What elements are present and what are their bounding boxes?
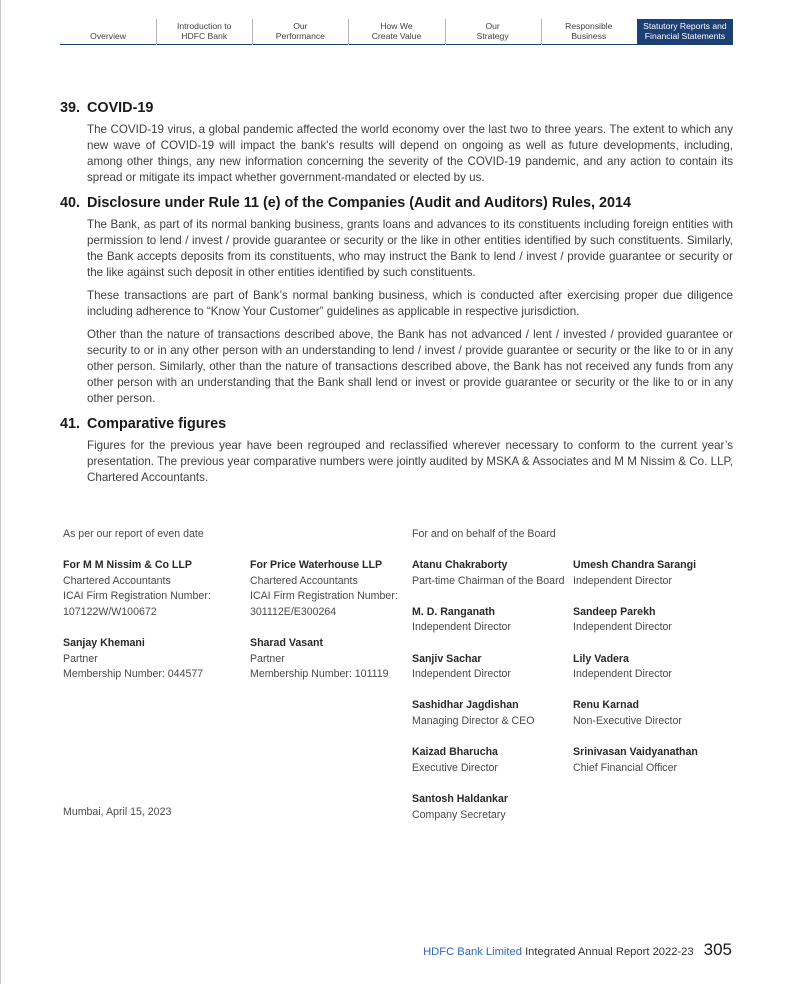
- paragraph: Other than the nature of transactions described above, the Bank has not advanced / lent / invested / provided guarantee or security to or in any other person with an understanding to lend / invest / provide guarantee or security or the like to or in any other person. Similarly, other than the nature of transactions described above, the Bank has not received any funds from any other person with an understanding that the Bank shall lend or invest or provide guarantee or security or the like to or in any other person.: [87, 328, 733, 405]
- membership-number: Membership Number: 044577: [63, 668, 204, 681]
- section-41: [60, 414, 733, 486]
- board-member: [573, 558, 733, 589]
- board-member: [412, 698, 577, 729]
- section-heading: [60, 414, 733, 434]
- auditor-2-column: [250, 558, 415, 698]
- registration-number: 301112E/E300264: [250, 605, 337, 618]
- board-member-title: Independent Director: [412, 621, 511, 634]
- partner-name: Sharad Vasant: [250, 636, 324, 649]
- board-member-title: Company Secretary: [412, 808, 506, 821]
- board-member-title: Executive Director: [412, 761, 498, 774]
- place-and-date: Mumbai, April 15, 2023: [63, 806, 172, 818]
- section-heading: [60, 98, 733, 118]
- board-member: [573, 698, 733, 729]
- paragraph: Figures for the previous year have been regrouped and reclassified wherever necessary to conform to the current year’s presentation. The previous year comparative numbers were jointly audited by MSKA & Associates and M M Nissim & Co. LLP, Chartered Accountants.: [87, 439, 733, 484]
- paragraph: These transactions are part of Bank’s normal banking business, which is conducted after exercising proper due diligence including adherence to “Know Your Customer” guidelines as applicable in respective jurisdiction.: [87, 289, 733, 318]
- auditor-intro: As per our report of even date: [63, 528, 204, 540]
- board-member-name: Srinivasan Vaidyanathan: [573, 746, 698, 759]
- section-40: [60, 193, 733, 407]
- tab-introduction[interactable]: Introduction to HDFC Bank: [156, 19, 252, 45]
- board-member-name: Sandeep Parekh: [573, 605, 656, 618]
- board-member-title: Independent Director: [412, 668, 511, 681]
- tab-our-performance[interactable]: Our Performance: [252, 19, 348, 45]
- section-number: 39.: [60, 100, 81, 116]
- board-member-title: Independent Director: [573, 621, 672, 634]
- section-39: [60, 98, 733, 186]
- registration-label: ICAI Firm Registration Number:: [63, 590, 211, 603]
- page-number: 305: [703, 940, 732, 959]
- section-title: COVID-19: [87, 100, 154, 116]
- board-column-1: [412, 558, 577, 839]
- board-member-name: Umesh Chandra Sarangi: [573, 559, 697, 571]
- tab-our-strategy[interactable]: Our Strategy: [445, 19, 541, 45]
- partner-role: Partner: [250, 652, 285, 665]
- board-member-title: Managing Director & CEO: [412, 714, 535, 727]
- board-member: [412, 745, 577, 776]
- board-member-name: Sanjiv Sachar: [412, 652, 482, 665]
- tab-how-we-create-value[interactable]: How We Create Value: [348, 19, 444, 45]
- board-member-name: Kaizad Bharucha: [412, 746, 498, 759]
- registration-number: 107122W/W100672: [63, 605, 157, 618]
- board-member-name: Renu Karnad: [573, 699, 639, 712]
- membership-number: Membership Number: 101119: [250, 668, 389, 681]
- board-member-name: Atanu Chakraborty: [412, 559, 508, 571]
- board-member: [412, 652, 577, 683]
- board-member: [412, 792, 577, 823]
- section-number: 40.: [60, 195, 81, 211]
- auditor-firm-name: For M M Nissim & Co LLP: [63, 559, 192, 571]
- tab-statutory-reports[interactable]: Statutory Reports and Financial Statements: [637, 19, 733, 45]
- section-title: Disclosure under Rule 11 (e) of the Companies (Audit and Auditors) Rules, 2014: [87, 195, 632, 211]
- section-heading: [60, 193, 733, 213]
- section-number: 41.: [60, 416, 81, 432]
- board-member-title: Non-Executive Director: [573, 714, 682, 727]
- tab-responsible-business[interactable]: Responsible Business: [541, 19, 637, 45]
- paragraph: The COVID-19 virus, a global pandemic affected the world economy over the last two to three years. The extent to which any new wave of COVID-19 will impact the bank's results will depend on ongoing as well as future developments, including, among other things, any new information concerning the severity of the COVID-19 pandemic, and any action to contain its spread or mitigate its impact whether government-mandated or elected by us.: [87, 123, 733, 184]
- board-member: [412, 558, 577, 589]
- board-member: [573, 605, 733, 636]
- signature-block: [63, 527, 733, 827]
- board-member: [412, 605, 577, 636]
- board-member-title: Independent Director: [573, 574, 672, 587]
- auditor-firm-type: Chartered Accountants: [250, 574, 358, 587]
- board-member: [573, 652, 733, 683]
- board-member-title: Independent Director: [573, 668, 672, 681]
- board-member-name: Santosh Haldankar: [412, 792, 508, 805]
- registration-label: ICAI Firm Registration Number:: [250, 590, 398, 603]
- paragraph: The Bank, as part of its normal banking business, grants loans and advances to its constituents including foreign entities with permission to lend / invest / provide guarantee or security or the like in other entities identified by such constituents. Similarly, the Bank accepts deposits from its constituents, who may instruct the Bank to lend / invest / provide guarantee or security or the like against such deposit in other entities identified by such constituents.: [87, 218, 733, 279]
- page-footer: [423, 940, 732, 960]
- tab-overview[interactable]: Overview: [60, 19, 156, 45]
- board-column-2: [573, 558, 733, 792]
- section-navigation: [60, 19, 733, 45]
- page-edge-rule: [0, 0, 1, 984]
- partner-name: Sanjay Khemani: [63, 636, 145, 649]
- board-member-name: Lily Vadera: [573, 652, 629, 665]
- auditor-firm-type: Chartered Accountants: [63, 574, 171, 587]
- auditor-1-column: [63, 558, 228, 698]
- section-title: Comparative figures: [87, 416, 227, 432]
- auditor-firm-name: For Price Waterhouse LLP: [250, 559, 383, 571]
- board-member-title: Part-time Chairman of the Board: [412, 574, 565, 587]
- board-member-name: M. D. Ranganath: [412, 605, 495, 618]
- partner-role: Partner: [63, 652, 98, 665]
- board-intro: For and on behalf of the Board: [412, 528, 556, 540]
- board-member-name: Sashidhar Jagdishan: [412, 699, 519, 712]
- footer-report-title: Integrated Annual Report 2022-23: [525, 946, 694, 958]
- board-member: [573, 745, 733, 776]
- notes-content: [60, 98, 733, 486]
- board-member-title: Chief Financial Officer: [573, 761, 678, 774]
- footer-company-name: HDFC Bank Limited: [423, 946, 522, 958]
